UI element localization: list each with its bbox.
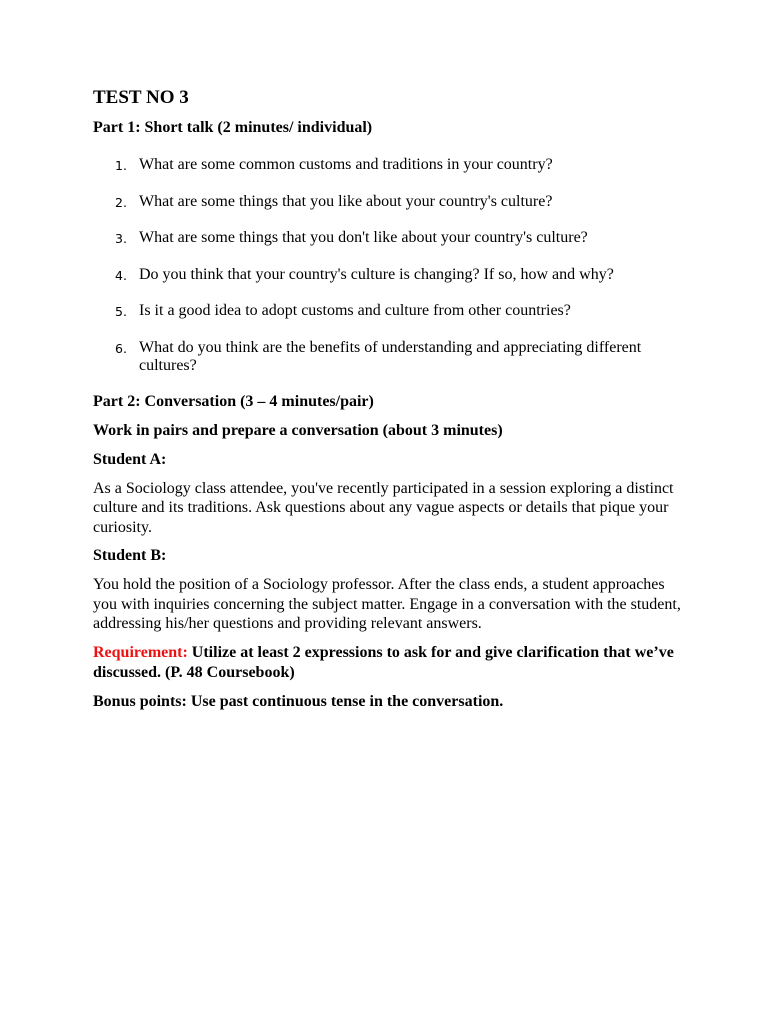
question-list	[93, 156, 683, 375]
student-b-label: Student B:	[93, 547, 167, 565]
requirement-paragraph	[93, 643, 683, 683]
question-text: Do you think that your country's culture is changing? If so, how and why?	[139, 265, 614, 283]
question-text: Is it a good idea to adopt customs and culture from other countries?	[139, 302, 571, 320]
list-number: 6.	[115, 340, 127, 356]
list-item	[93, 339, 683, 375]
question-text: What are some things that you like about your country's culture?	[139, 192, 553, 210]
student-a-text: As a Sociology class attendee, you've recently participated in a session exploring a distinct culture and its traditions. Ask questions about any vague aspects or details that pique your curiosity.	[93, 479, 674, 536]
list-item	[93, 302, 683, 320]
list-item	[93, 266, 683, 284]
list-item	[93, 229, 683, 247]
student-b-text: You hold the position of a Sociology professor. After the class ends, a student approaches you with inquiries concerning the subject matter. Engage in a conversation with the student, addressing his/her questions and providing relevant answers.	[93, 576, 681, 633]
pair-instruction: Work in pairs and prepare a conversation (about 3 minutes)	[93, 421, 503, 439]
part2-heading: Part 2: Conversation (3 – 4 minutes/pair)	[93, 392, 374, 410]
list-number: 1.	[115, 158, 127, 173]
list-item	[93, 156, 683, 174]
list-item	[93, 193, 683, 211]
bonus-paragraph: Bonus points: Use past continuous tense in the conversation.	[93, 692, 504, 710]
question-text: What are some common customs and traditions in your country?	[139, 156, 553, 173]
student-a-label: Student A:	[93, 450, 167, 468]
question-text: What do you think are the benefits of understanding and appreciating different cultures?	[139, 338, 642, 374]
list-number: 4.	[115, 267, 127, 283]
list-number: 2.	[115, 194, 127, 210]
list-number: 3.	[115, 231, 127, 247]
requirement-label: Requirement:	[93, 643, 188, 661]
list-number: 5.	[115, 304, 127, 320]
question-text: What are some things that you don't like about your country's culture?	[139, 229, 588, 247]
requirement-text: Utilize at least 2 expressions to ask for and give clarification that we’ve discussed. (P. 48 Coursebook)	[93, 643, 674, 681]
part1-heading: Part 1: Short talk (2 minutes/ individual)	[93, 119, 373, 136]
page-title: TEST NO 3	[93, 87, 189, 108]
document-page	[93, 86, 683, 721]
